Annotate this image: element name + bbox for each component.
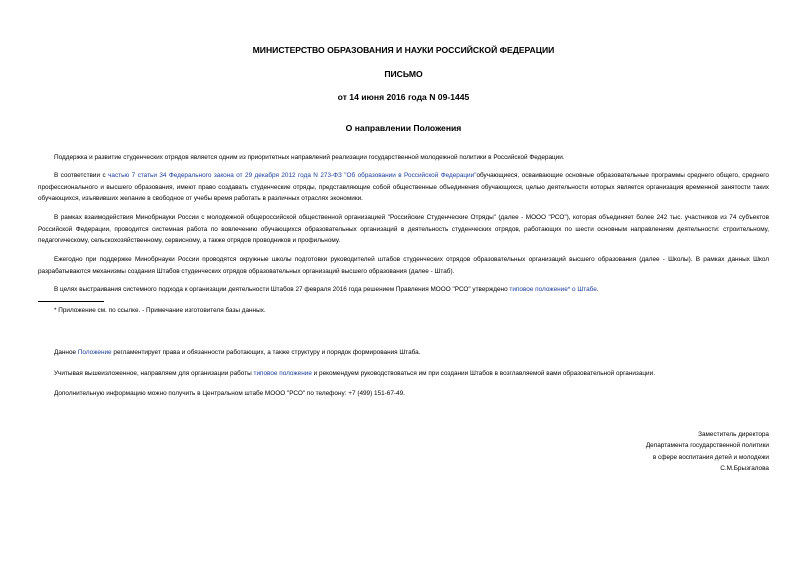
paragraph-8: Дополнительную информацию можно получить в Центральном штабе МООО "РСО" по телефону: +7 (499) 151-67-49. xyxy=(54,390,405,397)
ministry-title: МИНИСТЕРСТВО ОБРАЗОВАНИЯ И НАУКИ РОССИЙСКОЙ ФЕДЕРАЦИИ xyxy=(252,45,555,55)
paragraph-2 xyxy=(38,170,769,205)
paragraph-5 xyxy=(38,284,769,296)
document-subject: О направлении Положения xyxy=(345,123,462,133)
signature-department-scope: в сфере воспитания детей и молодежи xyxy=(652,453,769,461)
paragraph-7-post: и рекомендуем руководствоваться им при создании Штабов в возглавляемой вами образовательной организации. xyxy=(311,370,655,377)
document-date-number: от 14 июня 2016 года N 09-1445 xyxy=(337,92,470,102)
paragraph-6-pre: Данное xyxy=(54,349,78,356)
paragraph-7 xyxy=(38,368,769,380)
regulation-link[interactable]: Положение xyxy=(77,349,112,356)
typical-regulation-link[interactable]: типовое положение* о Штабе xyxy=(509,286,597,293)
signature-block xyxy=(646,429,769,475)
paragraph-6 xyxy=(38,347,769,359)
footnote: * Приложение см. по ссылке. - Примечание изготовителя базы данных. xyxy=(54,307,266,314)
paragraph-5-post: . xyxy=(596,286,599,293)
signature-position: Заместитель директора xyxy=(698,431,769,438)
paragraph-3: В рамках взаимодействия Минобрнауки России с молодежной общероссийской общественной организацией "Российские Студенческие Отряды" (далее - МООО "РСО"), которая объединяет более 242 тыс. участников из 74 субъектов Российской Федерации, проводится системная работа по вовлечению обучающихся образовательных организаций в деятельность студенческих отрядов, работающих по шести основным направлениям деятельности: строительному, педагогическому, сельскохозяйственному, сервисному, а также отрядов проводников и профильному. xyxy=(38,214,769,245)
paragraph-4: Ежегодно при поддержке Минобрнауки России проводятся окружные школы подготовки руководителей штабов студенческих отрядов образовательных организаций высшего образования (далее - Школы). В рамках данных Школ разрабатываются механизмы создания Штабов студенческих отрядов образовательных организаций высшего образования (далее - Штаб). xyxy=(38,256,769,275)
document-type: ПИСЬМО xyxy=(384,69,423,79)
paragraph-6-post: регламентирует права и обязанности работающих, а также структуру и порядок формирования Штаба. xyxy=(111,349,421,356)
signature-name: С.М.Брызгалова xyxy=(720,465,769,473)
law-reference-link[interactable]: частью 7 статьи 34 Федерального закона от 29 декабря 2012 года N 273-ФЗ "Об образовании в Российской Федерации" xyxy=(108,172,477,179)
paragraph-7-pre: Учитывая вышеизложенное, направляем для организации работы xyxy=(54,370,254,377)
footnote-divider xyxy=(38,301,104,302)
paragraph-1: Поддержка и развитие студенческих отрядов является одним из приоритетных направлений реализации государственной молодежной политики в Российской Федерации. xyxy=(54,154,565,161)
paragraph-5-pre: В целях выстраивания системного подхода к организации деятельности Штабов 27 февраля 2016 года решением Правления МООО "РСО" утверждено xyxy=(54,286,510,293)
paragraph-2-pre: В соответствии с xyxy=(54,172,109,179)
signature-department: Департамента государственной политики xyxy=(645,442,769,450)
typical-regulation-link-2[interactable]: типовое положение xyxy=(253,370,312,377)
paragraph-2-post: обучающиеся, осваивающие основные образовательные программы среднего общего, среднего профессионального и высшего образования, имеют право создавать студенческие отряды, представляющие собой общественные объединения обучающихся, целью деятельности которых является организация временной занятости таких обучающихся, изъявивших желание в свободное от учебы время работать в различных отраслях экономики. xyxy=(38,172,769,203)
